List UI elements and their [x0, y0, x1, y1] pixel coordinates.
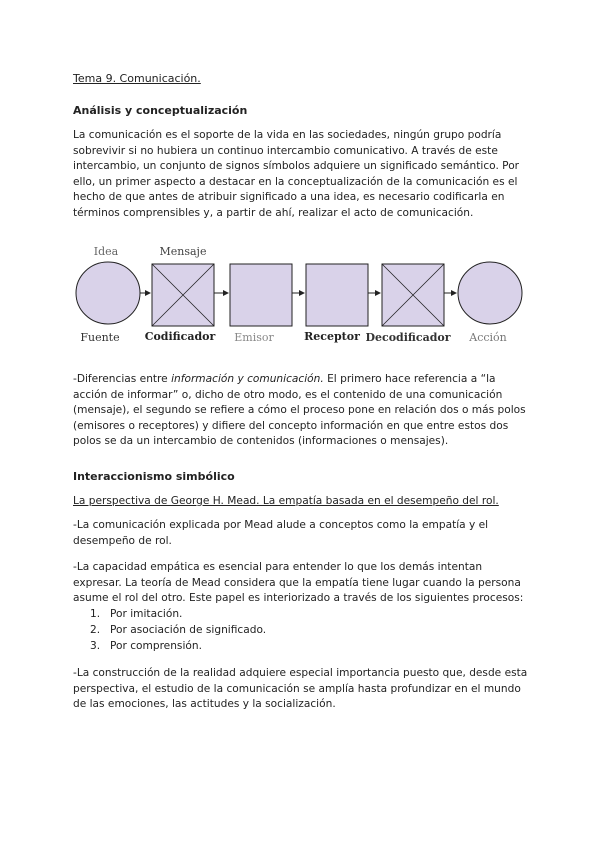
communication-diagram: [70, 240, 530, 348]
paragraph-mead-2: -La capacidad empática es esencial para entender lo que los demás intentan expresar. La teoría de Mead considera que la empatía tiene lugar cuando la persona asume el rol del otro. Este papel es interiorizado a través de los siguientes procesos:: [73, 561, 524, 604]
receptor-node: [306, 264, 368, 326]
fuente-node: [76, 262, 140, 324]
label-receptor: Receptor: [304, 330, 360, 343]
section-heading-interaccionismo: Interaccionismo simbólico: [73, 470, 235, 483]
list-text: Por imitación.: [110, 608, 183, 620]
list-item: [90, 624, 266, 636]
list-number: 1.: [90, 608, 101, 620]
differences-prefix: -Diferencias entre: [73, 373, 172, 385]
list-item: [90, 608, 182, 620]
label-fuente: Fuente: [80, 331, 120, 344]
accion-node: [458, 262, 522, 324]
list-number: 3.: [90, 640, 101, 652]
list-number: 2.: [90, 624, 101, 636]
paragraph-mead-3: -La construcción de la realidad adquiere especial importancia puesto que, desde esta perspectiva, el estudio de la comunicación se amplía hasta profundizar en el mundo de las emociones, las actitudes y la socialización.: [73, 667, 528, 710]
label-accion: Acción: [469, 331, 507, 344]
label-idea: Idea: [93, 245, 119, 258]
paragraph-intro: La comunicación es el soporte de la vida en las sociedades, ningún grupo podría sobrevivir si no hubiera un continuo intercambio comunicativo. A través de este intercambio, un conjunto de signos símbolos adquiere un significado semántico. Por ello, un primer aspecto a destacar en la conceptualización de la comunicación es el hecho de que antes de atribuir significado a una idea, es necesario codificarla en términos comprensibles y, a partir de ahí, realizar el acto de comunicación.: [73, 129, 520, 219]
page-title: Tema 9. Comunicación.: [73, 72, 201, 85]
label-mensaje: Mensaje: [159, 245, 207, 258]
list-item: [90, 640, 202, 652]
differences-italic: información y comunicación.: [171, 373, 324, 385]
label-decodificador: Decodificador: [365, 331, 451, 344]
label-emisor: Emisor: [234, 331, 274, 344]
paragraph-differences: [73, 372, 529, 450]
label-codificador: Codificador: [144, 330, 216, 343]
list-text: Por comprensión.: [110, 640, 202, 652]
emisor-node: [230, 264, 292, 326]
section-heading-analisis: Análisis y conceptualización: [73, 104, 248, 117]
differences-rest: El primero hace referencia a “la acción de informar” o, dicho de otro modo, es el contenido de una comunicación (mensaje), el segundo se refiere a cómo el proceso pone en relación dos o más polos (emisores o receptores) y difiere del concepto información en que entre estos dos polos se da un intercambio de contenidos (informaciones o mensajes).: [73, 373, 526, 447]
subheading-mead: La perspectiva de George H. Mead. La empatía basada en el desempeño del rol.: [73, 495, 499, 507]
list-text: Por asociación de significado.: [110, 624, 267, 636]
paragraph-mead-1: -La comunicación explicada por Mead alude a conceptos como la empatía y el desempeño de rol.: [73, 519, 489, 547]
